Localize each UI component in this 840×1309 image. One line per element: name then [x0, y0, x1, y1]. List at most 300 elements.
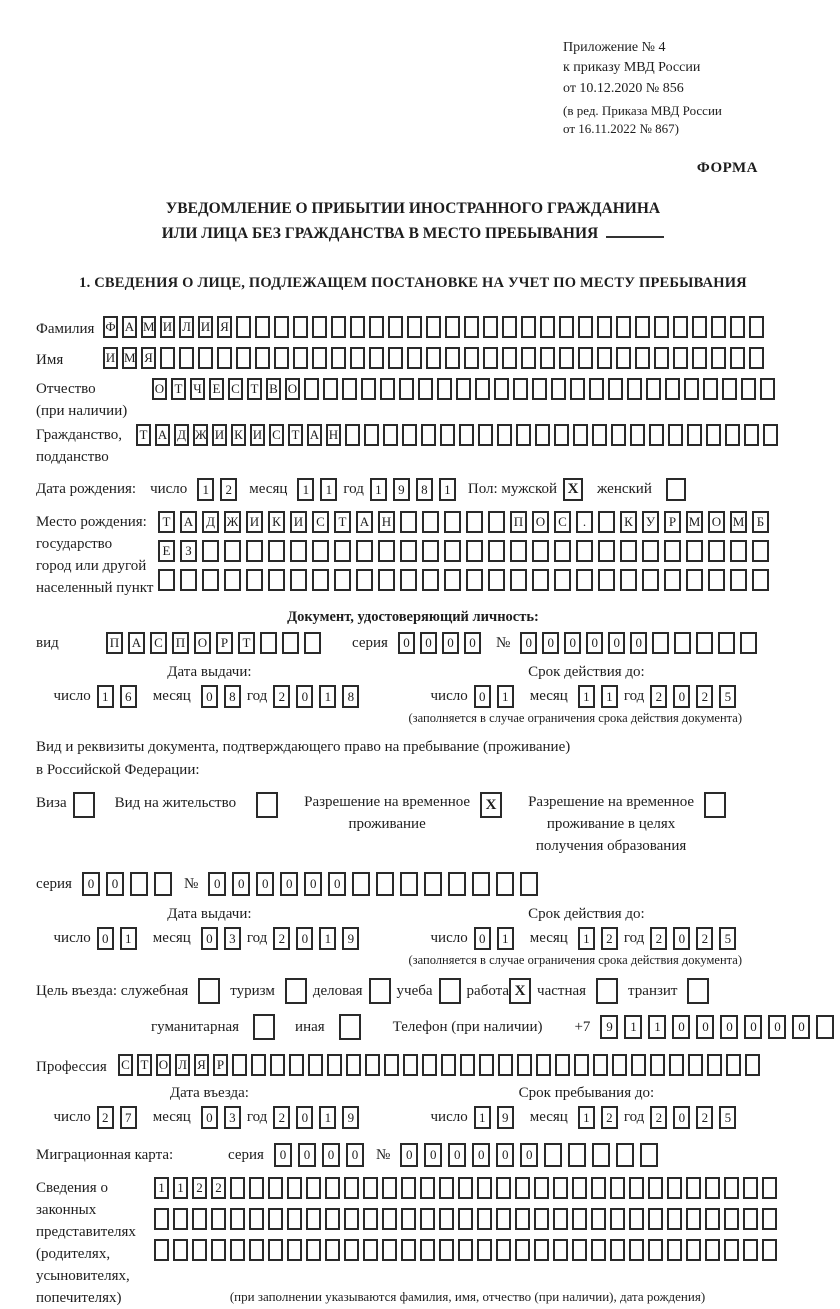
char-cell[interactable]	[466, 511, 483, 533]
purpose-work-checkbox[interactable]: X	[509, 978, 531, 1004]
char-cell[interactable]	[325, 1208, 340, 1230]
char-cell[interactable]: 3	[224, 927, 241, 950]
char-cell[interactable]	[726, 1054, 741, 1076]
char-cell[interactable]	[752, 569, 769, 591]
char-cell[interactable]	[730, 569, 747, 591]
char-cell[interactable]	[249, 1239, 264, 1261]
char-cell[interactable]	[532, 569, 549, 591]
char-cell[interactable]: Т	[158, 511, 175, 533]
char-cell[interactable]	[535, 424, 550, 446]
char-cell[interactable]	[458, 1208, 473, 1230]
char-cell[interactable]	[363, 1177, 378, 1199]
char-cell[interactable]	[472, 872, 490, 896]
char-cell[interactable]	[287, 1239, 302, 1261]
char-cell[interactable]	[646, 378, 661, 400]
char-cell[interactable]	[686, 1239, 701, 1261]
char-cell[interactable]: 2	[601, 1106, 618, 1129]
char-cell[interactable]: 1	[497, 685, 514, 708]
char-cell[interactable]: Т	[288, 424, 303, 446]
char-cell[interactable]: 8	[224, 685, 241, 708]
char-cell[interactable]: 0	[274, 1143, 292, 1167]
char-cell[interactable]: 0	[296, 1106, 313, 1129]
char-cell[interactable]	[130, 872, 148, 896]
char-cell[interactable]	[364, 424, 379, 446]
char-cell[interactable]: В	[266, 378, 281, 400]
char-cell[interactable]: 0	[496, 1143, 514, 1167]
char-cell[interactable]	[421, 424, 436, 446]
char-cell[interactable]	[741, 378, 756, 400]
char-cell[interactable]	[211, 1208, 226, 1230]
char-cell[interactable]	[630, 424, 645, 446]
char-cell[interactable]	[705, 1208, 720, 1230]
char-cell[interactable]: 0	[768, 1015, 786, 1039]
char-cell[interactable]	[692, 316, 707, 338]
char-cell[interactable]	[378, 540, 395, 562]
char-cell[interactable]	[380, 378, 395, 400]
char-cell[interactable]	[686, 540, 703, 562]
char-cell[interactable]: А	[180, 511, 197, 533]
char-cell[interactable]	[498, 1054, 513, 1076]
char-cell[interactable]: Е	[158, 540, 175, 562]
char-cell[interactable]: 1	[319, 685, 336, 708]
char-cell[interactable]: 2	[273, 927, 290, 950]
char-cell[interactable]	[591, 1208, 606, 1230]
char-cell[interactable]	[198, 347, 213, 369]
char-cell[interactable]	[382, 1208, 397, 1230]
char-cell[interactable]	[573, 424, 588, 446]
char-cell[interactable]	[610, 1239, 625, 1261]
char-cell[interactable]	[230, 1177, 245, 1199]
char-cell[interactable]: 1	[648, 1015, 666, 1039]
char-cell[interactable]	[649, 424, 664, 446]
char-cell[interactable]	[696, 632, 713, 654]
char-cell[interactable]	[664, 569, 681, 591]
char-cell[interactable]	[365, 1054, 380, 1076]
char-cell[interactable]	[268, 1208, 283, 1230]
char-cell[interactable]	[749, 347, 764, 369]
char-cell[interactable]	[282, 632, 299, 654]
char-cell[interactable]	[707, 1054, 722, 1076]
char-cell[interactable]: 0	[464, 632, 481, 654]
char-cell[interactable]	[592, 1143, 610, 1167]
char-cell[interactable]	[667, 1177, 682, 1199]
char-cell[interactable]	[236, 347, 251, 369]
char-cell[interactable]: 0	[520, 1143, 538, 1167]
char-cell[interactable]: И	[198, 316, 213, 338]
purpose-business-checkbox[interactable]	[369, 978, 391, 1004]
char-cell[interactable]: Т	[238, 632, 255, 654]
char-cell[interactable]: П	[172, 632, 189, 654]
char-cell[interactable]	[327, 1054, 342, 1076]
char-cell[interactable]	[217, 347, 232, 369]
residence-permit-checkbox[interactable]	[256, 792, 278, 818]
char-cell[interactable]	[475, 378, 490, 400]
char-cell[interactable]	[426, 347, 441, 369]
char-cell[interactable]: С	[269, 424, 284, 446]
char-cell[interactable]	[192, 1208, 207, 1230]
char-cell[interactable]	[654, 316, 669, 338]
char-cell[interactable]	[407, 347, 422, 369]
char-cell[interactable]: 2	[650, 685, 667, 708]
char-cell[interactable]	[306, 1208, 321, 1230]
char-cell[interactable]: 0	[520, 632, 537, 654]
char-cell[interactable]: 2	[211, 1177, 226, 1199]
char-cell[interactable]	[551, 378, 566, 400]
char-cell[interactable]	[439, 1239, 454, 1261]
char-cell[interactable]	[650, 1054, 665, 1076]
char-cell[interactable]	[725, 424, 740, 446]
char-cell[interactable]	[598, 540, 615, 562]
char-cell[interactable]: 0	[398, 632, 415, 654]
char-cell[interactable]	[745, 1054, 760, 1076]
purpose-tourism-checkbox[interactable]	[285, 978, 307, 1004]
char-cell[interactable]	[629, 1208, 644, 1230]
char-cell[interactable]	[459, 424, 474, 446]
char-cell[interactable]	[553, 1239, 568, 1261]
char-cell[interactable]: 0	[346, 1143, 364, 1167]
purpose-study-checkbox[interactable]	[439, 978, 461, 1004]
char-cell[interactable]	[260, 632, 277, 654]
char-cell[interactable]: С	[150, 632, 167, 654]
char-cell[interactable]	[635, 316, 650, 338]
char-cell[interactable]: 5	[719, 927, 736, 950]
char-cell[interactable]	[441, 1054, 456, 1076]
char-cell[interactable]	[458, 1177, 473, 1199]
char-cell[interactable]	[513, 378, 528, 400]
char-cell[interactable]: 0	[232, 872, 250, 896]
char-cell[interactable]	[648, 1208, 663, 1230]
char-cell[interactable]	[456, 378, 471, 400]
char-cell[interactable]	[554, 424, 569, 446]
char-cell[interactable]: Я	[194, 1054, 209, 1076]
char-cell[interactable]	[274, 347, 289, 369]
char-cell[interactable]	[711, 316, 726, 338]
char-cell[interactable]	[724, 1177, 739, 1199]
char-cell[interactable]: 1	[439, 478, 456, 501]
char-cell[interactable]	[287, 1177, 302, 1199]
char-cell[interactable]	[388, 347, 403, 369]
char-cell[interactable]	[620, 569, 637, 591]
char-cell[interactable]: Ж	[224, 511, 241, 533]
char-cell[interactable]	[591, 1239, 606, 1261]
char-cell[interactable]: 0	[608, 632, 625, 654]
char-cell[interactable]: 9	[600, 1015, 618, 1039]
char-cell[interactable]	[448, 872, 466, 896]
char-cell[interactable]	[356, 540, 373, 562]
char-cell[interactable]: М	[122, 347, 137, 369]
char-cell[interactable]	[400, 569, 417, 591]
char-cell[interactable]	[572, 1208, 587, 1230]
char-cell[interactable]	[422, 1054, 437, 1076]
char-cell[interactable]	[648, 1177, 663, 1199]
char-cell[interactable]	[743, 1239, 758, 1261]
char-cell[interactable]	[692, 347, 707, 369]
char-cell[interactable]	[610, 1208, 625, 1230]
char-cell[interactable]	[743, 1177, 758, 1199]
char-cell[interactable]	[440, 424, 455, 446]
char-cell[interactable]: И	[246, 511, 263, 533]
char-cell[interactable]	[749, 316, 764, 338]
char-cell[interactable]	[268, 1177, 283, 1199]
char-cell[interactable]	[293, 316, 308, 338]
char-cell[interactable]	[363, 1239, 378, 1261]
char-cell[interactable]: 0	[296, 927, 313, 950]
char-cell[interactable]	[740, 632, 757, 654]
char-cell[interactable]	[642, 540, 659, 562]
char-cell[interactable]: 9	[497, 1106, 514, 1129]
char-cell[interactable]	[686, 569, 703, 591]
char-cell[interactable]: 6	[120, 685, 137, 708]
char-cell[interactable]	[593, 1054, 608, 1076]
char-cell[interactable]	[612, 1054, 627, 1076]
char-cell[interactable]: Л	[175, 1054, 190, 1076]
char-cell[interactable]	[304, 378, 319, 400]
char-cell[interactable]: 0	[424, 1143, 442, 1167]
char-cell[interactable]	[483, 316, 498, 338]
char-cell[interactable]: А	[122, 316, 137, 338]
char-cell[interactable]: Р	[664, 511, 681, 533]
char-cell[interactable]	[224, 569, 241, 591]
char-cell[interactable]	[400, 540, 417, 562]
char-cell[interactable]	[350, 347, 365, 369]
char-cell[interactable]	[382, 1177, 397, 1199]
char-cell[interactable]	[688, 1054, 703, 1076]
char-cell[interactable]	[488, 540, 505, 562]
char-cell[interactable]: Р	[216, 632, 233, 654]
char-cell[interactable]	[724, 1208, 739, 1230]
char-cell[interactable]	[762, 1239, 777, 1261]
char-cell[interactable]: 1	[154, 1177, 169, 1199]
char-cell[interactable]	[331, 316, 346, 338]
char-cell[interactable]	[520, 872, 538, 896]
char-cell[interactable]	[290, 540, 307, 562]
char-cell[interactable]	[669, 1054, 684, 1076]
char-cell[interactable]	[274, 316, 289, 338]
char-cell[interactable]: 0	[106, 872, 124, 896]
char-cell[interactable]	[540, 316, 555, 338]
char-cell[interactable]	[667, 1208, 682, 1230]
char-cell[interactable]: 0	[673, 927, 690, 950]
char-cell[interactable]: Н	[378, 511, 395, 533]
char-cell[interactable]	[325, 1239, 340, 1261]
char-cell[interactable]	[722, 378, 737, 400]
char-cell[interactable]	[534, 1208, 549, 1230]
char-cell[interactable]	[173, 1239, 188, 1261]
char-cell[interactable]: Б	[752, 511, 769, 533]
char-cell[interactable]	[403, 1054, 418, 1076]
char-cell[interactable]	[158, 569, 175, 591]
char-cell[interactable]	[350, 316, 365, 338]
char-cell[interactable]	[708, 540, 725, 562]
char-cell[interactable]	[521, 316, 536, 338]
char-cell[interactable]	[306, 1177, 321, 1199]
char-cell[interactable]	[179, 347, 194, 369]
char-cell[interactable]	[496, 1177, 511, 1199]
char-cell[interactable]	[202, 569, 219, 591]
char-cell[interactable]	[211, 1239, 226, 1261]
char-cell[interactable]	[376, 872, 394, 896]
char-cell[interactable]	[180, 569, 197, 591]
char-cell[interactable]: 1	[497, 927, 514, 950]
char-cell[interactable]	[673, 347, 688, 369]
gender-female-checkbox[interactable]	[666, 478, 686, 501]
temp-permit-edu-checkbox[interactable]	[704, 792, 726, 818]
char-cell[interactable]	[496, 872, 514, 896]
char-cell[interactable]	[202, 540, 219, 562]
char-cell[interactable]: 0	[673, 1106, 690, 1129]
char-cell[interactable]: С	[312, 511, 329, 533]
char-cell[interactable]	[312, 316, 327, 338]
char-cell[interactable]: 0	[542, 632, 559, 654]
char-cell[interactable]	[592, 424, 607, 446]
char-cell[interactable]	[635, 347, 650, 369]
char-cell[interactable]	[502, 316, 517, 338]
char-cell[interactable]	[445, 316, 460, 338]
char-cell[interactable]: О	[194, 632, 211, 654]
char-cell[interactable]	[570, 378, 585, 400]
char-cell[interactable]	[230, 1208, 245, 1230]
purpose-private-checkbox[interactable]	[596, 978, 618, 1004]
char-cell[interactable]	[532, 378, 547, 400]
char-cell[interactable]: 0	[792, 1015, 810, 1039]
char-cell[interactable]: Т	[136, 424, 151, 446]
char-cell[interactable]: 0	[564, 632, 581, 654]
char-cell[interactable]	[268, 569, 285, 591]
char-cell[interactable]: 0	[472, 1143, 490, 1167]
char-cell[interactable]	[718, 632, 735, 654]
char-cell[interactable]	[160, 347, 175, 369]
char-cell[interactable]	[591, 1177, 606, 1199]
char-cell[interactable]: З	[180, 540, 197, 562]
char-cell[interactable]: 2	[696, 1106, 713, 1129]
char-cell[interactable]	[705, 1177, 720, 1199]
char-cell[interactable]: 9	[393, 478, 410, 501]
char-cell[interactable]: 1	[578, 685, 595, 708]
char-cell[interactable]: С	[118, 1054, 133, 1076]
char-cell[interactable]	[502, 347, 517, 369]
char-cell[interactable]: О	[532, 511, 549, 533]
char-cell[interactable]	[344, 1239, 359, 1261]
char-cell[interactable]	[608, 378, 623, 400]
char-cell[interactable]	[762, 1177, 777, 1199]
char-cell[interactable]: 1	[474, 1106, 491, 1129]
char-cell[interactable]	[578, 347, 593, 369]
char-cell[interactable]	[534, 1177, 549, 1199]
char-cell[interactable]	[730, 316, 745, 338]
char-cell[interactable]	[420, 1239, 435, 1261]
char-cell[interactable]: 8	[342, 685, 359, 708]
char-cell[interactable]	[255, 316, 270, 338]
char-cell[interactable]	[598, 569, 615, 591]
char-cell[interactable]	[674, 632, 691, 654]
char-cell[interactable]: Л	[179, 316, 194, 338]
char-cell[interactable]	[510, 540, 527, 562]
char-cell[interactable]: 0	[298, 1143, 316, 1167]
char-cell[interactable]	[323, 378, 338, 400]
char-cell[interactable]	[616, 1143, 634, 1167]
char-cell[interactable]: Т	[171, 378, 186, 400]
char-cell[interactable]	[598, 511, 615, 533]
char-cell[interactable]	[620, 540, 637, 562]
char-cell[interactable]	[540, 347, 555, 369]
char-cell[interactable]	[516, 424, 531, 446]
char-cell[interactable]	[724, 1239, 739, 1261]
char-cell[interactable]	[687, 424, 702, 446]
char-cell[interactable]	[536, 1054, 551, 1076]
char-cell[interactable]: 2	[192, 1177, 207, 1199]
char-cell[interactable]	[576, 540, 593, 562]
char-cell[interactable]	[308, 1054, 323, 1076]
char-cell[interactable]	[251, 1054, 266, 1076]
char-cell[interactable]: 0	[201, 685, 218, 708]
char-cell[interactable]	[306, 1239, 321, 1261]
char-cell[interactable]: 0	[744, 1015, 762, 1039]
char-cell[interactable]	[572, 1177, 587, 1199]
char-cell[interactable]	[342, 378, 357, 400]
char-cell[interactable]	[439, 1208, 454, 1230]
char-cell[interactable]	[532, 540, 549, 562]
char-cell[interactable]: 5	[719, 1106, 736, 1129]
char-cell[interactable]: 0	[420, 632, 437, 654]
char-cell[interactable]: О	[152, 378, 167, 400]
char-cell[interactable]: М	[141, 316, 156, 338]
char-cell[interactable]	[534, 1239, 549, 1261]
char-cell[interactable]	[422, 569, 439, 591]
char-cell[interactable]: Я	[141, 347, 156, 369]
char-cell[interactable]	[730, 347, 745, 369]
char-cell[interactable]: 2	[273, 685, 290, 708]
char-cell[interactable]	[743, 1208, 758, 1230]
purpose-humanitarian-checkbox[interactable]	[253, 1014, 275, 1040]
purpose-other-checkbox[interactable]	[339, 1014, 361, 1040]
char-cell[interactable]: Ж	[193, 424, 208, 446]
char-cell[interactable]	[559, 316, 574, 338]
char-cell[interactable]: О	[708, 511, 725, 533]
char-cell[interactable]	[553, 1177, 568, 1199]
char-cell[interactable]	[407, 316, 422, 338]
char-cell[interactable]	[654, 347, 669, 369]
char-cell[interactable]	[444, 511, 461, 533]
char-cell[interactable]: У	[642, 511, 659, 533]
char-cell[interactable]: 0	[256, 872, 274, 896]
char-cell[interactable]	[268, 540, 285, 562]
char-cell[interactable]: 9	[342, 1106, 359, 1129]
char-cell[interactable]: Т	[334, 511, 351, 533]
char-cell[interactable]: М	[686, 511, 703, 533]
char-cell[interactable]	[422, 540, 439, 562]
char-cell[interactable]	[559, 347, 574, 369]
char-cell[interactable]: 0	[400, 1143, 418, 1167]
char-cell[interactable]: К	[268, 511, 285, 533]
char-cell[interactable]	[578, 316, 593, 338]
char-cell[interactable]	[576, 569, 593, 591]
char-cell[interactable]	[466, 569, 483, 591]
char-cell[interactable]	[642, 569, 659, 591]
char-cell[interactable]	[232, 1054, 247, 1076]
char-cell[interactable]: 1	[578, 927, 595, 950]
char-cell[interactable]	[224, 540, 241, 562]
char-cell[interactable]	[631, 1054, 646, 1076]
char-cell[interactable]	[510, 569, 527, 591]
char-cell[interactable]: 9	[342, 927, 359, 950]
char-cell[interactable]	[464, 347, 479, 369]
char-cell[interactable]: 2	[601, 927, 618, 950]
gender-male-checkbox[interactable]: X	[563, 478, 583, 501]
char-cell[interactable]: Т	[247, 378, 262, 400]
char-cell[interactable]	[270, 1054, 285, 1076]
char-cell[interactable]: 0	[208, 872, 226, 896]
char-cell[interactable]	[521, 347, 536, 369]
